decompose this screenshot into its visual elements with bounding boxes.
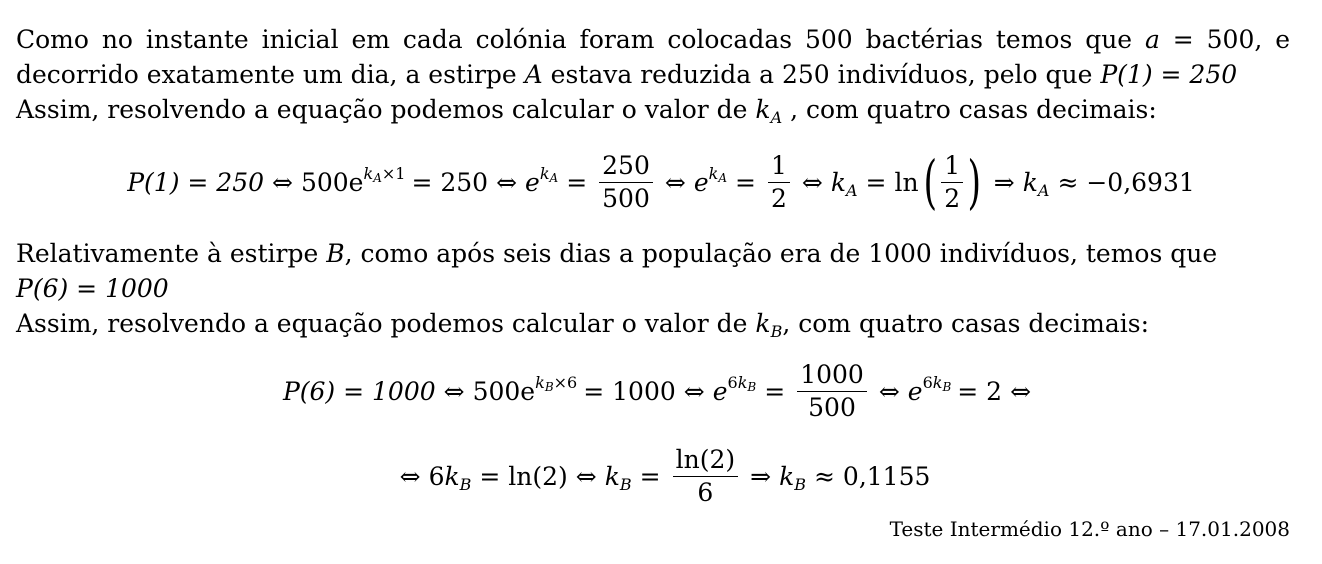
condition-line-b: [16, 271, 169, 306]
iff-symbol: ⇔: [399, 461, 421, 491]
paragraph-text: Relativamente à estirpe: [16, 239, 327, 268]
fraction: $\frac{1}{2}$: [941, 152, 963, 213]
paren-close: ): [967, 148, 982, 216]
eq-term: $k_B$: [604, 461, 632, 494]
equals: =: [764, 376, 786, 406]
eq-term: = ln(2): [479, 461, 568, 491]
iff-symbol: ⇔: [664, 167, 686, 197]
iff-symbol: ⇔: [272, 167, 293, 197]
paren-open: (: [923, 148, 937, 216]
condition-p6: P(6) = 1000: [16, 274, 169, 303]
eq-term: $e^{k_A}$: [525, 163, 559, 197]
eq-term: P(1) = 250: [127, 167, 265, 197]
paragraph-text: = 500, e decorrido exatamente um dia, a estirpe: [16, 25, 1290, 89]
iff-symbol: ⇔: [575, 461, 597, 491]
iff-symbol: ⇔: [496, 167, 518, 197]
paragraph-strain-a: [16, 22, 1290, 92]
fraction: $\frac{1000}{500}$: [797, 361, 867, 422]
eq-term: $e^{6k_B}$: [907, 372, 952, 406]
equals: =: [566, 167, 588, 197]
eq-term: $500e^{k_B\times 6}$: [472, 372, 578, 406]
paragraph-text: , como após seis dias a população era de 1000 indivíduos, temos que: [344, 239, 1218, 268]
iff-symbol: ⇔: [1010, 376, 1032, 406]
source-citation: Teste Intermédio 12.º ano – 17.01.2008: [889, 517, 1290, 541]
equation-strain-a: [0, 146, 1322, 218]
iff-symbol: ⇔: [878, 376, 900, 406]
iff-symbol: ⇔: [443, 376, 465, 406]
intro-text: Assim, resolvendo a equação podemos calcular o valor de: [16, 309, 756, 338]
paragraph-text: Como no instante inicial em cada colónia foram colocadas 500 bactérias temos que: [16, 25, 1145, 54]
variable-k: k: [755, 309, 771, 338]
intro-text: , com quatro casas decimais:: [782, 95, 1157, 124]
eq-term: = 2: [957, 376, 1003, 406]
implies-symbol: ⇒: [993, 167, 1015, 197]
result-kb: ≈ 0,1155: [814, 461, 931, 491]
variable-a: a: [1145, 25, 1160, 54]
intro-text: , com quatro casas decimais:: [782, 309, 1150, 338]
equals: =: [639, 461, 661, 491]
eq-term: $k_A$: [1022, 167, 1050, 200]
eq-term: $6k_B$: [428, 461, 472, 494]
implies-symbol: ⇒: [750, 461, 772, 491]
subscript: B: [770, 322, 783, 341]
strain-label: A: [524, 60, 543, 89]
eq-term: = 1000: [583, 376, 676, 406]
condition-p1: P(1) = 250: [1100, 60, 1238, 89]
fraction: $\frac{1}{2}$: [768, 152, 790, 213]
equals: =: [865, 167, 887, 197]
ln-function: ln: [894, 167, 919, 197]
iff-symbol: ⇔: [683, 376, 705, 406]
result-ka: ≈ −0,6931: [1057, 167, 1195, 197]
eq-term: $k_A$: [830, 167, 858, 200]
eq-term: P(6) = 1000: [282, 376, 436, 406]
intro-line-b: [16, 306, 1149, 341]
variable-k: k: [755, 95, 771, 124]
eq-term: $e^{6k_B}$: [712, 372, 757, 406]
eq-term: $500e^{k_A\times 1}$: [300, 163, 406, 197]
iff-symbol: ⇔: [801, 167, 823, 197]
intro-line-a: [16, 92, 1157, 127]
subscript: A: [770, 108, 783, 127]
intro-text: Assim, resolvendo a equação podemos calcular o valor de: [16, 95, 756, 124]
eq-term: = 250: [411, 167, 489, 197]
eq-term: $k_B$: [779, 461, 807, 494]
equals: =: [735, 167, 756, 197]
fraction: $\frac{250}{500}$: [599, 152, 653, 213]
paragraph-text: estava reduzida a 250 indivíduos, pelo que: [542, 60, 1101, 89]
equation-strain-b-line2: [0, 440, 1322, 512]
strain-label: B: [326, 239, 345, 268]
fraction: $\frac{\ln(2)}{6}$: [673, 446, 739, 507]
eq-term: $e^{k_A}$: [693, 163, 727, 197]
equation-strain-b-line1: [0, 355, 1322, 427]
paragraph-strain-b: [16, 236, 1290, 271]
